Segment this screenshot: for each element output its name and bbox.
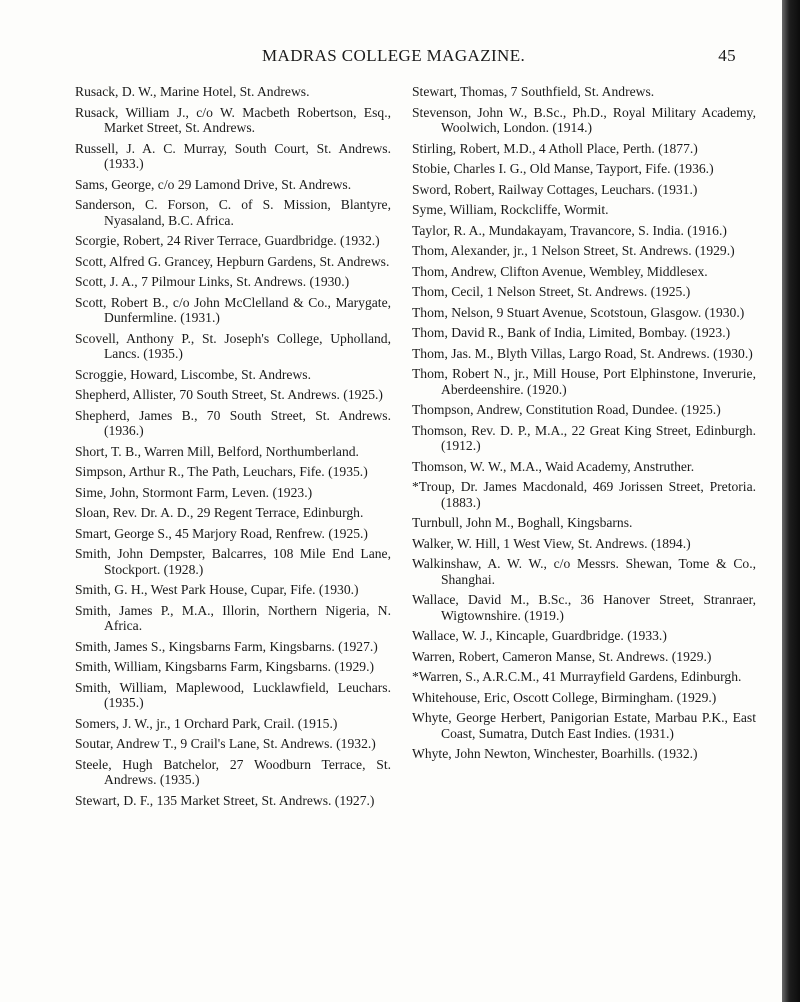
directory-entry: Scroggie, Howard, Liscombe, St. Andrews. — [75, 366, 311, 382]
directory-entry: Taylor, R. A., Mundakayam, Travancore, S. India. (1916.) — [412, 222, 727, 238]
directory-entry: Wallace, David M., B.Sc., 36 Hanover Street, Stranraer, Wigtownshire. (1919.) — [412, 592, 756, 623]
directory-entry: Rusack, D. W., Marine Hotel, St. Andrews. — [75, 84, 310, 99]
directory-entry: Whitehouse, Eric, Oscott College, Birmingham. (1929.) — [412, 689, 717, 705]
directory-entry: Simpson, Arthur R., The Path, Leuchars, Fife. (1935.) — [75, 464, 368, 479]
directory-entry: Stirling, Robert, M.D., 4 Atholl Place, Perth. (1877.) — [412, 140, 698, 156]
directory-entry: Sams, George, c/o 29 Lamond Drive, St. Andrews. — [75, 176, 352, 192]
left-column-directory — [75, 84, 391, 813]
directory-entry: Sloan, Rev. Dr. A. D., 29 Regent Terrace, Edinburgh. — [75, 505, 364, 520]
directory-entry: Scott, J. A., 7 Pilmour Links, St. Andrews. (1930.) — [75, 274, 350, 289]
directory-entry: Warren, Robert, Cameron Manse, St. Andrews. (1929.) — [412, 648, 712, 664]
directory-entry: Thom, David R., Bank of India, Limited, Bombay. (1923.) — [412, 325, 731, 340]
directory-entry: Syme, William, Rockcliffe, Wormit. — [412, 202, 609, 217]
directory-entry: Russell, J. A. C. Murray, South Court, St. Andrews. (1933.) — [75, 140, 391, 171]
directory-entry: Smith, G. H., West Park House, Cupar, Fife. (1930.) — [75, 582, 359, 597]
directory-entry: Stewart, Thomas, 7 Southfield, St. Andrews. — [412, 84, 655, 99]
directory-entry: Thom, Andrew, Clifton Avenue, Wembley, Middlesex. — [412, 263, 708, 279]
directory-entry: Scorgie, Robert, 24 River Terrace, Guardbridge. (1932.) — [75, 233, 380, 248]
directory-entry: Sime, John, Stormont Farm, Leven. (1923.) — [75, 484, 313, 500]
directory-entry: Whyte, John Newton, Winchester, Boarhills. (1932.) — [412, 746, 698, 761]
page-edge-shadow — [782, 0, 800, 1002]
magazine-title: MADRAS COLLEGE MAGAZINE. — [262, 46, 526, 65]
directory-entry: Thomson, W. W., M.A., Waid Academy, Anstruther. — [412, 458, 695, 474]
directory-entry: Whyte, George Herbert, Panigorian Estate, Marbau P.K., East Coast, Sumatra, Dutch East Indies. (1931.) — [412, 710, 756, 741]
directory-entry: Wallace, W. J., Kincaple, Guardbridge. (1933.) — [412, 628, 667, 643]
directory-entry: Sword, Robert, Railway Cottages, Leuchars. (1931.) — [412, 181, 698, 197]
directory-entry: Turnbull, John M., Boghall, Kingsbarns. — [412, 515, 633, 530]
directory-entry: Smith, William, Maplewood, Lucklawfield, Leuchars. (1935.) — [75, 679, 391, 710]
directory-entry: Smith, William, Kingsbarns Farm, Kingsbarns. (1929.) — [75, 659, 375, 674]
directory-entry: Thom, Cecil, 1 Nelson Street, St. Andrews. (1925.) — [412, 284, 691, 299]
directory-entry: Stobie, Charles I. G., Old Manse, Tayport, Fife. (1936.) — [412, 161, 714, 176]
directory-entry: Rusack, William J., c/o W. Macbeth Robertson, Esq., Market Street, St. Andrews. — [75, 104, 391, 135]
directory-entry: Somers, J. W., jr., 1 Orchard Park, Crail. (1915.) — [75, 715, 338, 731]
directory-entry: Thomson, Rev. D. P., M.A., 22 Great King Street, Edinburgh. (1912.) — [412, 422, 756, 453]
directory-entry: Scovell, Anthony P., St. Joseph's College, Upholland, Lancs. (1935.) — [75, 330, 391, 361]
right-column-directory — [412, 84, 756, 767]
directory-entry: *Troup, Dr. James Macdonald, 469 Jorissen Street, Pretoria. (1883.) — [412, 479, 756, 510]
directory-entry: Sanderson, C. Forson, C. of S. Mission, Blantyre, Nyasaland, B.C. Africa. — [75, 197, 391, 228]
directory-entry: Scott, Alfred G. Grancey, Hepburn Gardens, St. Andrews. — [75, 253, 390, 269]
directory-entry: Stewart, D. F., 135 Market Street, St. Andrews. (1927.) — [75, 792, 375, 808]
directory-entry: Stevenson, John W., B.Sc., Ph.D., Royal Military Academy, Woolwich, London. (1914.) — [412, 104, 756, 135]
directory-entry: Walkinshaw, A. W. W., c/o Messrs. Shewan, Tome & Co., Shanghai. — [412, 556, 756, 587]
directory-entry: Shepherd, James B., 70 South Street, St. Andrews. (1936.) — [75, 407, 391, 438]
directory-entry: Shepherd, Allister, 70 South Street, St. Andrews. (1925.) — [75, 387, 383, 402]
directory-entry: Smith, John Dempster, Balcarres, 108 Mile End Lane, Stockport. (1928.) — [75, 546, 391, 577]
directory-entry: Thompson, Andrew, Constitution Road, Dundee. (1925.) — [412, 402, 721, 417]
directory-entry: Smith, James S., Kingsbarns Farm, Kingsbarns. (1927.) — [75, 638, 378, 654]
directory-entry: *Warren, S., A.R.C.M., 41 Murrayfield Gardens, Edinburgh. — [412, 669, 742, 684]
directory-entry: Walker, W. Hill, 1 West View, St. Andrews. (1894.) — [412, 535, 691, 551]
directory-entry: Thom, Alexander, jr., 1 Nelson Street, St. Andrews. (1929.) — [412, 243, 735, 258]
directory-entry: Thom, Jas. M., Blyth Villas, Largo Road, St. Andrews. (1930.) — [412, 345, 753, 361]
directory-entry: Soutar, Andrew T., 9 Crail's Lane, St. Andrews. (1932.) — [75, 736, 376, 751]
directory-entry: Smith, James P., M.A., Illorin, Northern Nigeria, N. Africa. — [75, 602, 391, 633]
directory-entry: Thom, Nelson, 9 Stuart Avenue, Scotstoun, Glasgow. (1930.) — [412, 304, 745, 320]
directory-entry: Thom, Robert N., jr., Mill House, Port Elphinstone, Inverurie, Aberdeenshire. (1920.) — [412, 366, 756, 397]
page-number: 45 — [718, 46, 736, 65]
directory-entry: Steele, Hugh Batchelor, 27 Woodburn Terrace, St. Andrews. (1935.) — [75, 756, 391, 787]
directory-entry: Scott, Robert B., c/o John McClelland & Co., Marygate, Dunfermline. (1931.) — [75, 294, 391, 325]
directory-entry: Short, T. B., Warren Mill, Belford, Northumberland. — [75, 443, 359, 459]
directory-entry: Smart, George S., 45 Marjory Road, Renfrew. (1925.) — [75, 525, 368, 541]
